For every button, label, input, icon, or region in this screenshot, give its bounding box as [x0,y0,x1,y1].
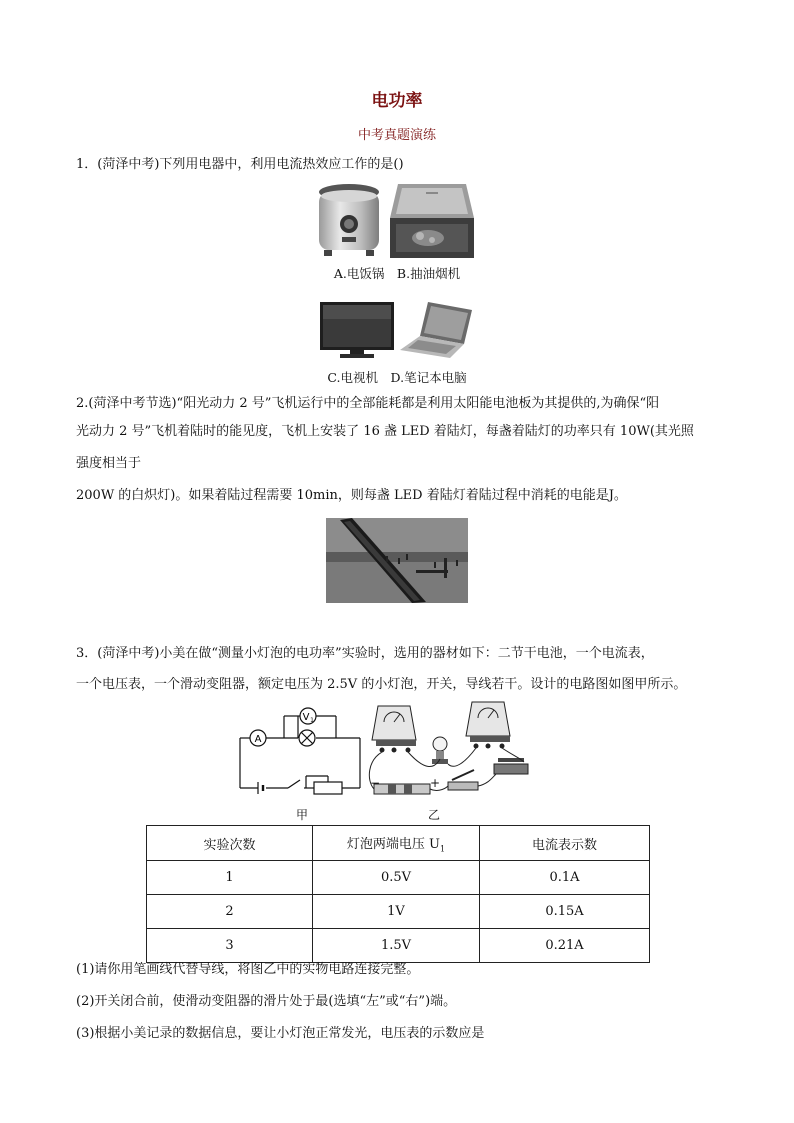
table-row [147,861,650,895]
television-image [318,300,396,360]
question-3-line-1: 3．(菏泽中考)小美在做“测量小灯泡的电功率”实验时，选用的器材如下：二节干电池，一个电流表， [76,646,654,661]
table-cell: 0.15A [480,895,650,929]
table-cell: 2 [147,895,313,929]
section-subtitle: 中考真题演练 [357,128,436,143]
figure-label-jia: 甲 [296,808,309,822]
table-cell: 3 [147,929,313,963]
header-current: 电流表示数 [480,826,650,861]
battery-minus-label: − [370,776,381,790]
figure-label-yi: 乙 [428,808,441,822]
question-2-line-2: 光动力 2 号”飞机着陆时的能见度，飞机上安装了 16 盏 LED 着陆灯，每盏着陆灯的功率只有 10W(其光照 [76,424,694,439]
circuit-diagram-jia [236,702,366,802]
header-voltage-text: 灯泡两端电压 U [346,836,440,852]
page-title: 电功率 [371,91,423,111]
q1-caption-cd: C.电视机 D.笔记本电脑 [327,370,467,385]
voltmeter-subscript: 1 [310,717,314,724]
header-voltage-subscript: 1 [440,844,446,854]
question-2-line-3: 强度相当于 [76,456,142,471]
voltmeter-label: V [302,712,310,723]
experiment-table [146,825,650,963]
table-cell: 1V [313,895,480,929]
question-3-sub-1: (1)请你用笔画线代替导线，将图乙中的实物电路连接完整。 [76,962,420,977]
header-voltage [313,826,480,861]
table-cell: 0.1A [480,861,650,895]
table-cell: 0.21A [480,929,650,963]
range-hood-image [388,182,476,260]
table-cell: 1 [147,861,313,895]
question-3-sub-3: (3)根据小美记录的数据信息，要让小灯泡正常发光，电压表的示数应是 [76,1026,485,1041]
rice-cooker-image [312,182,386,260]
battery-plus-label: + [430,776,441,790]
table-cell: 0.5V [313,861,480,895]
question-3-sub-2: (2)开关闭合前，使滑动变阻器的滑片处于最(选填“左”或“右”)端。 [76,994,457,1009]
question-2-line-1: 2.(菏泽中考节选)“阳光动力 2 号”飞机运行中的全部能耗都是利用太阳能电池板为其提供的,为确保“阳 [76,396,660,411]
ammeter-label: A [254,734,262,745]
solar-plane-image [326,518,468,603]
laptop-image [398,300,474,360]
header-trial: 实验次数 [147,826,313,861]
physical-circuit-yi [364,700,532,804]
table-cell: 1.5V [313,929,480,963]
question-3-line-2: 一个电压表，一个滑动变阻器，额定电压为 2.5V 的小灯泡，开关，导线若干。设计的电路图如图甲所示。 [76,677,687,692]
q1-caption-ab: A.电饭锅 B.抽油烟机 [333,266,461,281]
question-2-line-4: 200W 的白炽灯)。如果着陆过程需要 10min，则每盏 LED 着陆灯着陆过程中消耗的电能是J。 [76,488,627,503]
question-1-text: 1．(菏泽中考)下列用电器中，利用电流热效应工作的是() [76,157,404,172]
table-header-row [147,826,650,861]
table-row [147,895,650,929]
